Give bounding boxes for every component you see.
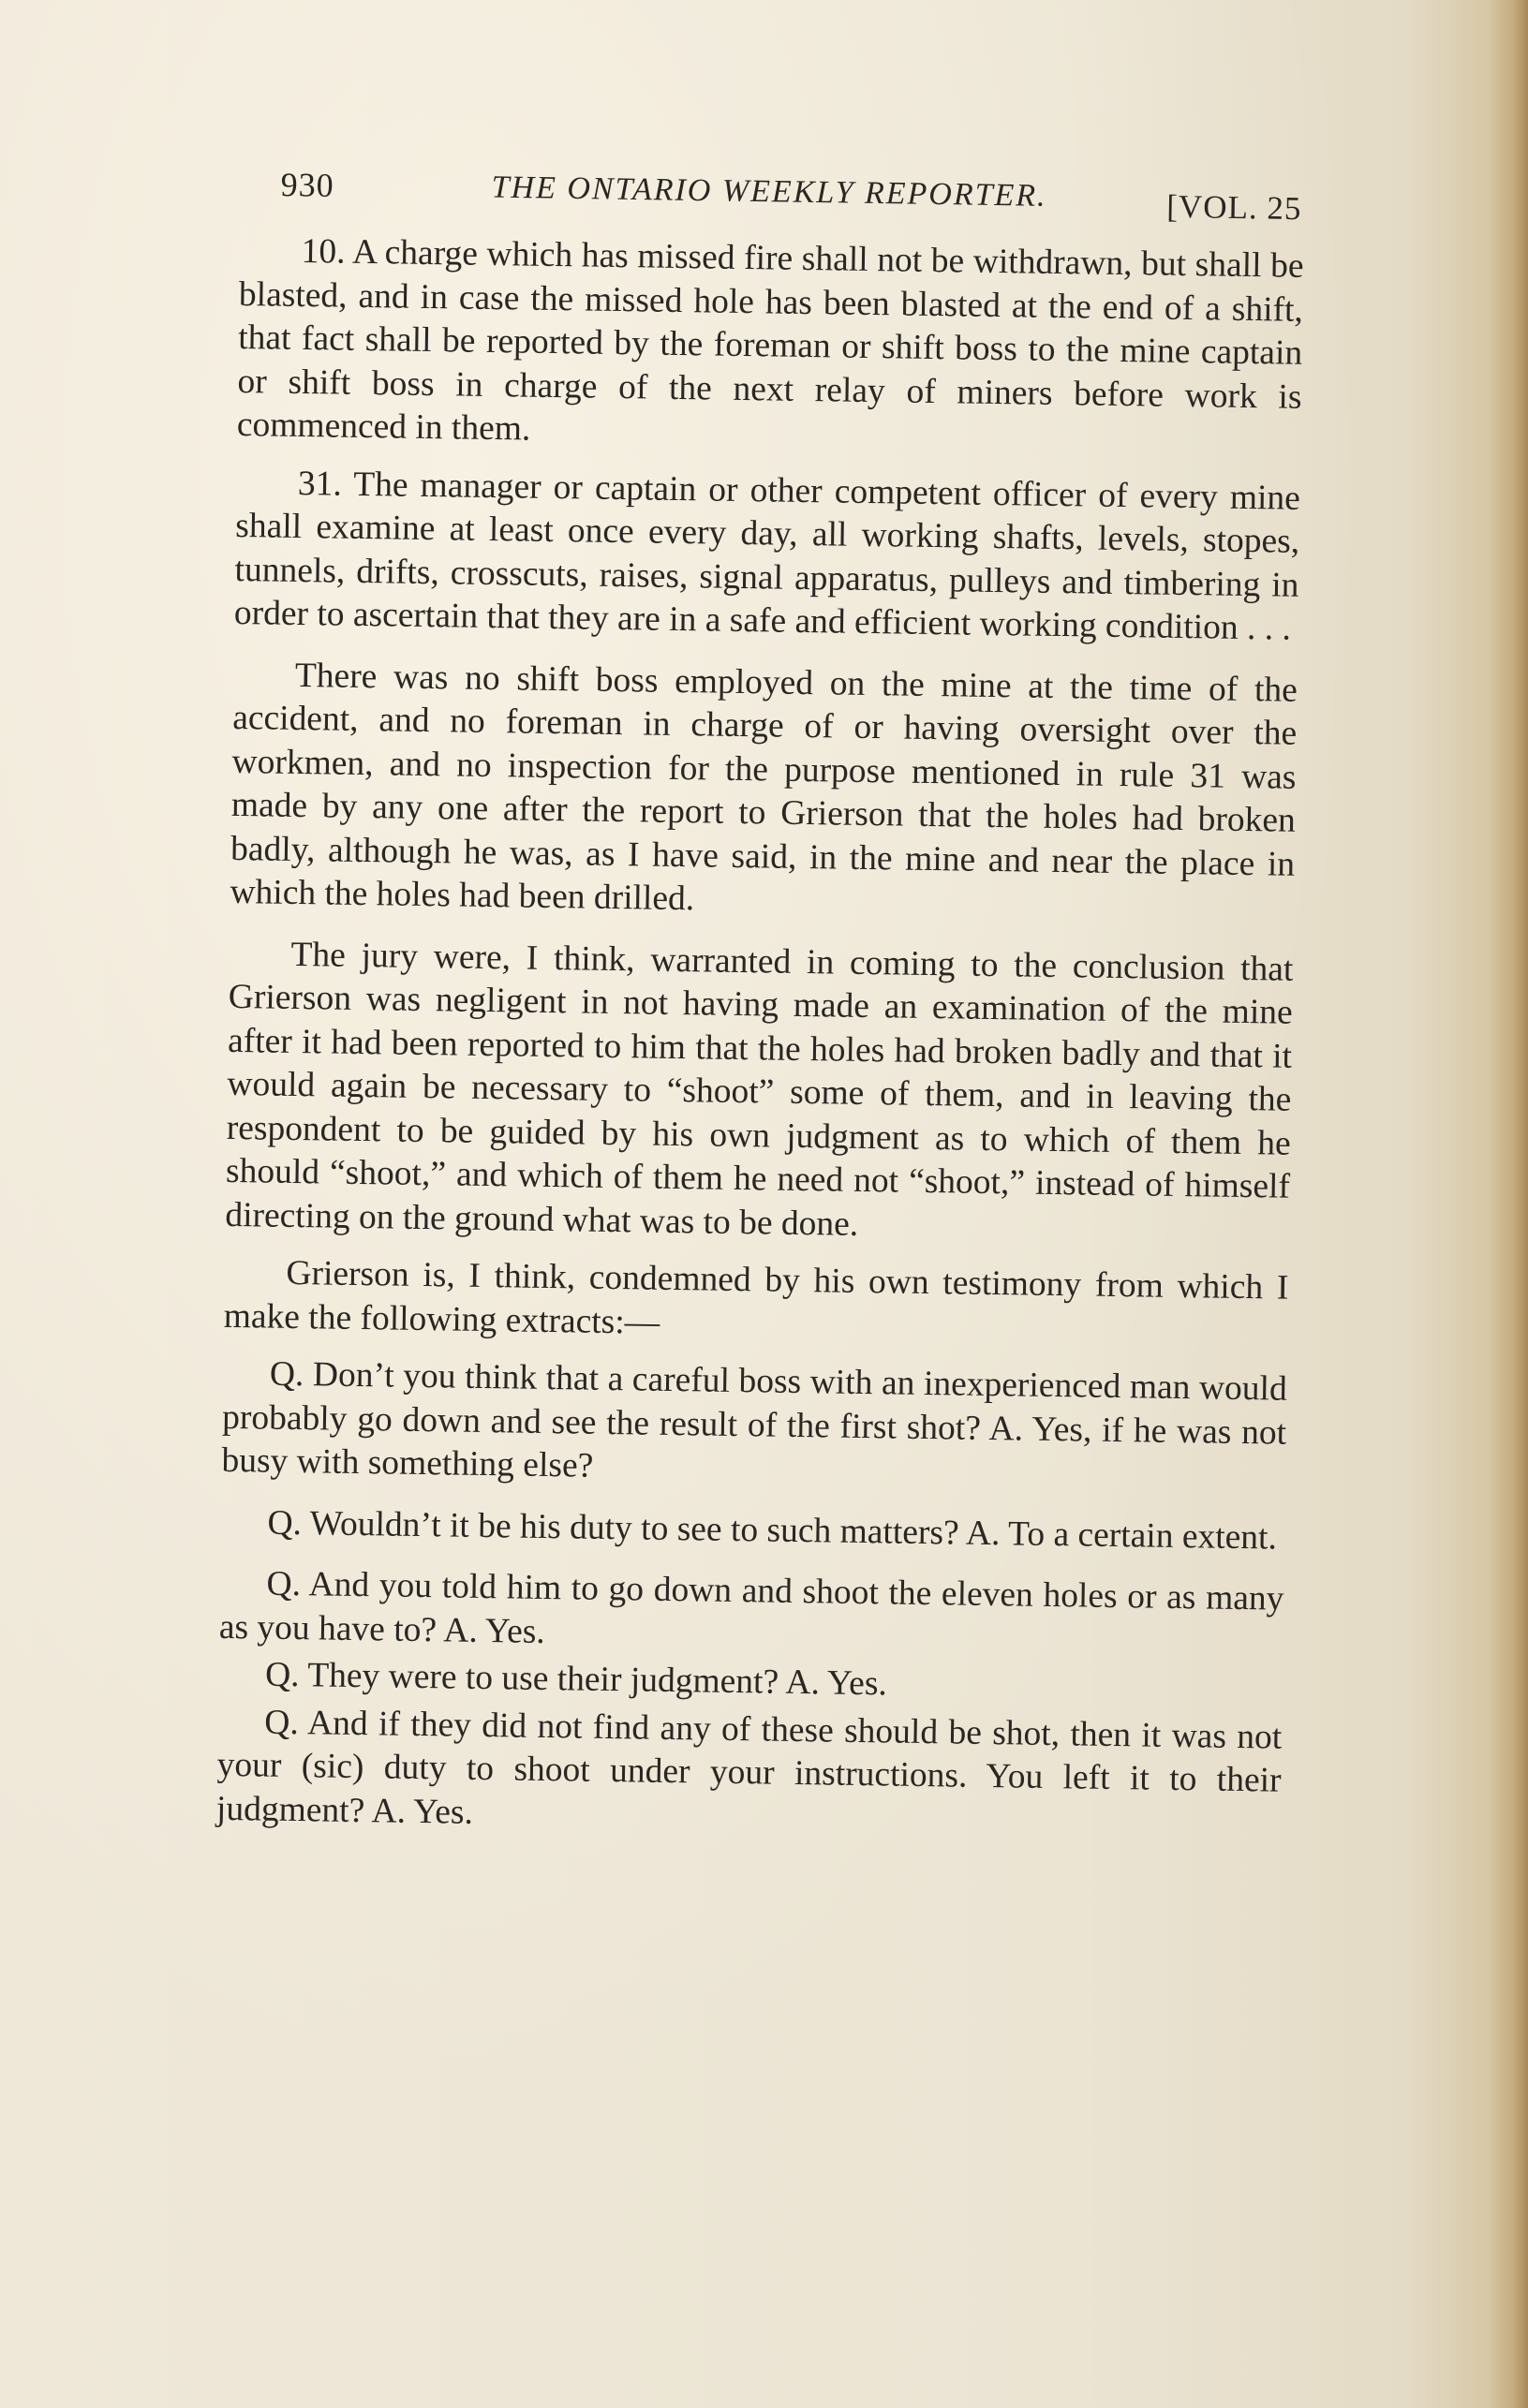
testimony-question-2: Q. Wouldn’t it be his duty to see to such matters? A. To a certain extent. bbox=[267, 1503, 1278, 1558]
page-body-text bbox=[216, 229, 1304, 1847]
testimony-question-3: Q. And you told him to go down and shoot the eleven holes or as many as you have to? A. Yes. bbox=[218, 1564, 1284, 1651]
rule-10-paragraph: 10. A charge which has missed fire shall not be withdrawn, but shall be blasted, and in case the missed hole has been blasted at the end of a shift, that fact shall be reported by the foreman or shift boss to the mine captain or shift boss in charge of the next relay of miners before work is commenced in them. bbox=[236, 231, 1304, 449]
journal-title: THE ONTARIO WEEKLY REPORTER. bbox=[491, 170, 1047, 214]
page-edge-shading bbox=[1491, 0, 1528, 2408]
jury-conclusion-paragraph: The jury were, I think, warranted in coming to the conclusion that Grierson was negligent in not having made an examination of the mine after it had been reported to him that the holes had broken badly and that it would again be necessary to “shoot” some of them, and in leaving the respondent to be guided by his own judgment as to which of them he should “shoot,” and which of them he need not “shoot,” instead of himself directing on the ground what was to be done. bbox=[225, 935, 1294, 1244]
testimony-intro-paragraph: Grierson is, I think, condemned by his own testimony from which I make the following extracts:— bbox=[223, 1253, 1289, 1342]
testimony-question-5: Q. And if they did not find any of these should be shot, then it was not your (sic) duty to shoot under your instructions. You left it to their judgment? A. Yes. bbox=[215, 1703, 1283, 1832]
volume-label: [VOL. 25 bbox=[1166, 187, 1302, 228]
running-head bbox=[280, 165, 1302, 237]
testimony-question-1: Q. Don’t you think that a careful boss with an inexperienced man would probably go down and see the result of the first shot? A. Yes, if he was not busy with something else? bbox=[221, 1354, 1288, 1485]
no-shift-boss-paragraph: There was no shift boss employed on the mine at the time of the accident, and no foreman in charge of or having oversight over the workmen, and no inspection for the purpose mentioned in rule 31 was made by any one after the report to Grierson that the holes had broken badly, although he was, as I have said, in the mine and near the place in which the holes had been drilled. bbox=[230, 656, 1298, 919]
testimony-question-4: Q. They were to use their judgment? A. Yes. bbox=[264, 1655, 888, 1704]
page-number: 930 bbox=[280, 165, 334, 204]
rule-31-paragraph: 31. The manager or captain or other competent officer of every mine shall examine at least once every day, all working shafts, levels, stopes, tunnels, drifts, crosscuts, raises, signal apparatus, pulleys and timbering in order to ascertain that they are in a safe and efficient working condition . . . bbox=[233, 464, 1301, 648]
